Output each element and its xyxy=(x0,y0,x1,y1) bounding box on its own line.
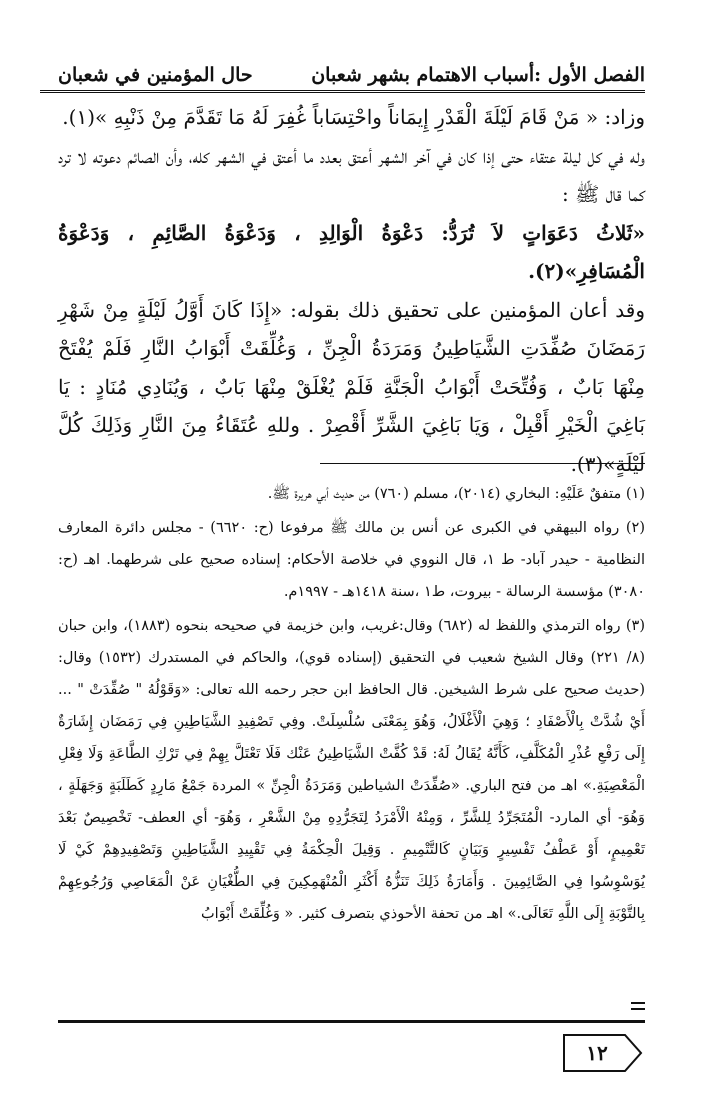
page-number-tab xyxy=(563,1034,643,1072)
footnotes xyxy=(58,478,645,932)
running-header xyxy=(58,56,645,86)
header-chapter: الفصل الأول :أسباب الاهتمام بشهر شعبان xyxy=(311,64,645,86)
paragraph-2: وله في كل ليلة عتقاء حتى إذا كان في آخر الشهر أعتق بعدد ما أعتق في الشهر كله، وأن الصائم دعوته لا ترد كما قال ﷺ : xyxy=(58,143,645,206)
footer-rule xyxy=(58,1020,645,1023)
continuation-mark-2 xyxy=(631,1008,645,1010)
continuation-mark xyxy=(631,1002,645,1004)
header-rule xyxy=(40,90,645,93)
paragraph-hadith-1: «ثَلاثُ دَعَوَاتٍ لاَ تُرَدُّ: دَعْوَةُ الْوَالِدِ ، وَدَعْوَةُ الصَّائِمِ ، وَدَعْوَةُ الْمُسَافِرِ»(٢). xyxy=(58,220,645,283)
paragraph-hadith-2: وقد أعان المؤمنين على تحقيق ذلك بقوله: «إِذَا كَانَ أَوَّلُ لَيْلَةٍ مِنْ شَهْرِ رَمَضَانَ صُفِّدَتِ الشَّيَاطِينُ وَمَرَدَةُ الْجِنِّ ، وَغُلِّقَتْ أَبْوَابُ النَّارِ فَلَمْ يُفْتَحْ مِنْهَا بَابٌ ، وَفُتِّحَتْ أَبْوَابُ الْجَنَّةِ فَلَمْ يُغْلَقْ مِنْهَا بَابٌ ، وَيُنَادِي مُنَادٍ : يَا بَاغِيَ الْخَيْرِ أَقْبِلْ ، وَيَا بَاغِيَ الشَّرِّ أَقْصِرْ . وللهِ عُتَقَاءُ مِنَ النَّارِ وَذَلِكَ كُلَّ لَيْلَةٍ»(٣). xyxy=(58,297,645,476)
main-text xyxy=(58,98,645,483)
footnote-1: (١) متفقٌ عَلَيْهِ: البخاري (٢٠١٤)، مسلم (٧٦٠) من حديث أبي هريرة ﷺ. xyxy=(267,486,645,502)
page-number: ١٢ xyxy=(586,1041,608,1065)
footnote-2: (٢) رواه البيهقي في الكبرى عن أنس بن مالك ﷺ مرفوعا (ح: ٦٦٢٠) - مجلس دائرة المعارف النظامية - حيدر آباد- ط ١، قال النووي في خلاصة الأحكام: إسناده صحيح على شرطهما. اهـ (ح: ٣٠٨٠) مؤسسة الرسالة - بيروت، ط١ ،سنة ١٤١٨هـ - ١٩٩٧م. xyxy=(58,520,645,600)
footnote-3: (٣) رواه الترمذي واللفظ له (٦٨٢) وقال:غريب، وابن خزيمة في صحيحه بنحوه (١٨٨٣)، وابن حبان (٨/ ٢٢١) وقال الشيخ شعيب في التحقيق (إسناده قوي)، والحاكم في المستدرك (١٥٣٢) وقال: (حديث صحيح على شرط الشيخين. قال الحافظ ابن حجر رحمه الله تعالى: «وَقَوْلُهُ " صُفِّدَتْ " ... أَيْ شُدَّتْ بِالْأَصْفَادِ ؛ وَهِيَ الْأَغْلَالُ، وَهُوَ بِمَعْنَى سُلْسِلَتْ. وفِي تَصْفِيدِ الشَّيَاطِينِ فِي رَمَضَان إِشَارَةٌ إِلَى رَفْعِ عُذْرِ الْمُكَلَّفِ، كَأَنَّهُ يُقَالُ لَهُ: قَدْ كُفَّتْ الشَّيَاطِينُ عَنْك فَلَا تَعْتَلَّ بِهِمْ فِي تَرْكِ الطَّاعَةِ وَلَا فِعْلِ الْمَعْصِيَةِ.» اهـ من فتح الباري. «صُفِّدَتْ الشياطين وَمَرَدَةُ الْجِنِّ » المردة جَمْعُ مَارِدٍ كَطَلَبَةٍ وَجَهَلَةٍ ، وَهُوَ- أي المارد- الْمُتَجَرِّدُ لِلشَّرِّ ، وَمِنْهُ الْأَمْرَدُ لِتَجَرُّدِهِ مِنْ الشَّعْرِ ، وَهُوَ- أي العطف- تَخْصِيصٌ بَعْدَ تَعْمِيمٍ، أَوْ عَطْفُ تَفْسِيرٍ وَبَيَانٍ كَالتَّتْمِيمِ . وَقِيلَ الْحِكْمَةُ فِي تَقْيِيدِ الشَّيَاطِينِ وَتَصْفِيدِهِمْ كَيْ لَا يُوَسْوِسُوا فِي الصَّائِمِينَ . وَأَمَارَةُ ذَلِكَ تَنَزُّهُ أَكْثَرِ الْمُنْهَمِكِينَ فِي الطُّغْيَانِ عَنْ الْمَعَاصِي وَرُجُوعِهِمْ بِالتَّوْبَةِ إِلَى اللَّهِ تَعَالَى.» اهـ من تحفة الأحوذي بتصرف كثير. « وَغُلِّقَتْ أَبْوَابُ xyxy=(58,618,645,922)
header-title: حال المؤمنين في شعبان xyxy=(58,64,253,86)
paragraph-1: وزاد: « مَنْ قَامَ لَيْلَةَ الْقَدْرِ إِيمَاناً واحْتِسَاباً غُفِرَ لَهُ مَا تَقَدَّمَ مِنْ ذَنْبِهِ »(١). xyxy=(62,105,645,129)
footnote-separator xyxy=(320,463,645,464)
